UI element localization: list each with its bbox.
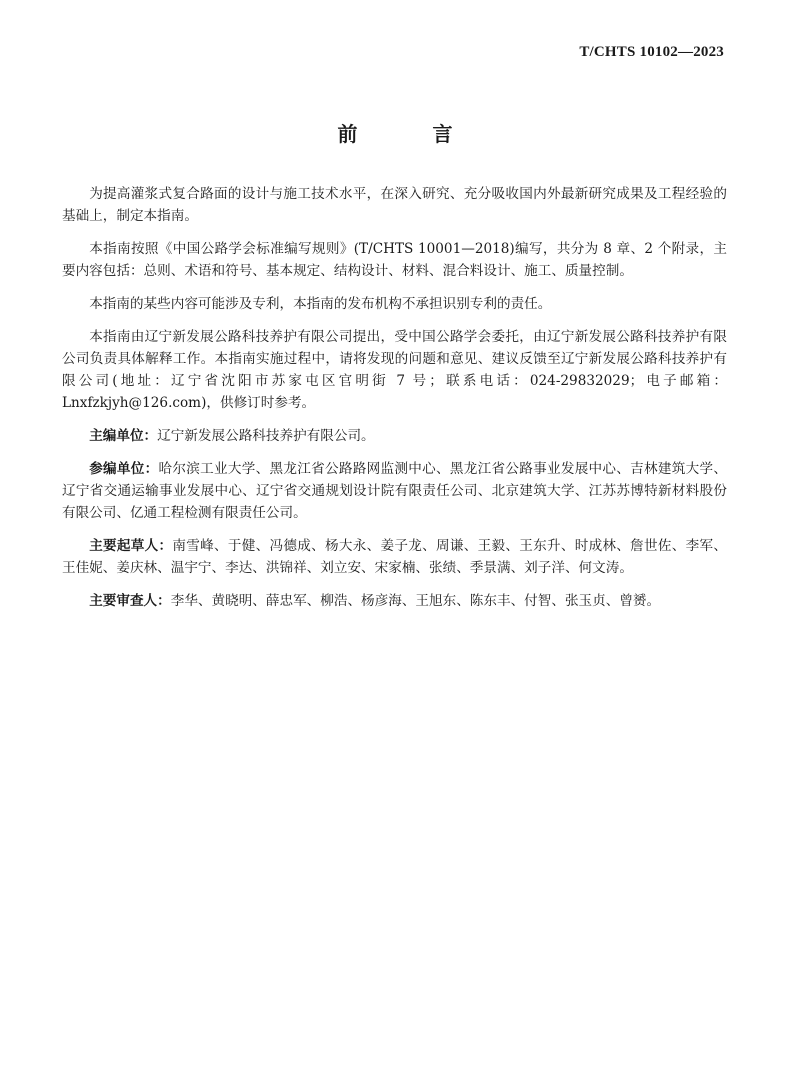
participating-units-value: 哈尔滨工业大学、黑龙江省公路路网监测中心、黑龙江省公路事业发展中心、吉林建筑大学、辽宁省交通运输事业发展中心、辽宁省交通规划设计院有限责任公司、北京建筑大学、江苏苏博特新材料股份有限公司、亿通工程检测有限责任公司。 (62, 461, 727, 521)
paragraph-contact: 本指南由辽宁新发展公路科技养护有限公司提出，受中国公路学会委托，由辽宁新发展公路科技养护有限公司负责具体解释工作。本指南实施过程中，请将发现的问题和意见、建议反馈至辽宁新发展公路科技养护有限公司(地址：辽宁省沈阳市苏家屯区官明街 7 号；联系电话：024-29832029；电子邮箱：Lnxfzkjyh@126.com)，供修订时参考。 (62, 329, 727, 411)
drafters-value: 南雪峰、于健、冯德成、杨大永、姜子龙、周谦、王毅、王东升、时成林、詹世佐、李军、王佳妮、姜庆林、温宇宁、李达、洪锦祥、刘立安、宋家楠、张绩、季景满、刘子洋、何文涛。 (62, 538, 728, 576)
chief-unit-value: 辽宁新发展公路科技养护有限公司。 (157, 428, 375, 444)
participating-units-paragraph (62, 458, 727, 524)
drafters-label: 主要起草人： (89, 538, 173, 554)
reviewers-label: 主要审查人： (89, 593, 171, 609)
drafters-paragraph (62, 535, 727, 579)
chief-unit-label: 主编单位： (89, 428, 158, 444)
page-title: 前 言 (337, 122, 487, 146)
paragraph-purpose: 为提高灌浆式复合路面的设计与施工技术水平，在深入研究、充分吸收国内外最新研究成果及工程经验的基础上，制定本指南。 (62, 186, 727, 224)
paragraph-patent: 本指南的某些内容可能涉及专利，本指南的发布机构不承担识别专利的责任。 (89, 296, 552, 312)
paragraph-structure: 本指南按照《中国公路学会标准编写规则》(T/CHTS 10001—2018)编写，共分为 8 章、2 个附录，主要内容包括：总则、术语和符号、基本规定、结构设计、材料、混合料设计、施工、质量控制。 (62, 241, 727, 279)
reviewers-paragraph (62, 590, 727, 612)
preface-body (62, 183, 727, 623)
reviewers-value: 李华、黄晓明、薛忠军、柳浩、杨彦海、王旭东、陈东丰、付智、张玉贞、曾赟。 (170, 593, 661, 609)
chief-unit-paragraph (62, 425, 727, 447)
standard-code: T/CHTS 10102—2023 (579, 44, 724, 60)
participating-units-label: 参编单位： (89, 461, 159, 477)
